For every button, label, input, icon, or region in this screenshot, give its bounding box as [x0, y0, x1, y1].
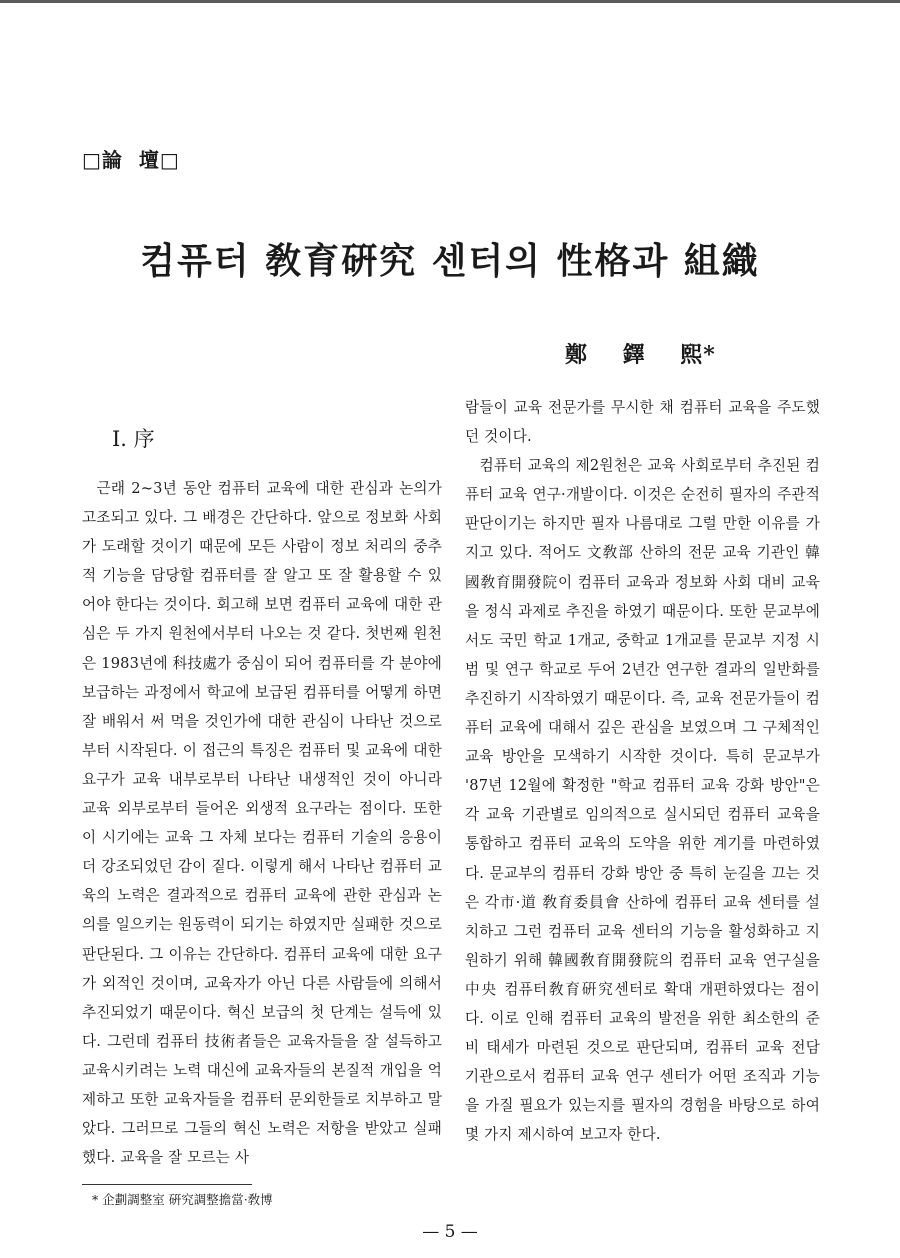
top-border-rule: [0, 0, 900, 3]
body-paragraph: 근래 2~3년 동안 컴퓨터 교육에 대한 관심과 논의가 고조되고 있다. 그 배경은 간단하다. 앞으로 정보화 사회가 도래할 것이기 때문에 모든 사람이 정보 처리의 중추적 기능을 담당할 컴퓨터를 잘 알고 또 잘 활용할 수 있어야 한다는 것이다. 회고해 보면 컴퓨터 교육에 대한 관심은 두 가지 원천에서부터 나오는 것 같다. 첫번째 원천은 1983년에 科技處가 중심이 되어 컴퓨터를 각 분야에 보급하는 과정에서 학교에 보급된 컴퓨터를 어떻게 하면 잘 배워서 써 먹을 것인가에 대한 관심이 나타난 것으로부터 시작된다. 이 접근의 특징은 컴퓨터 및 교육에 대한 요구가 교육 내부로부터 나타난 내생적인 것이 아니라 교육 외부로부터 들어온 외생적 요구라는 점이다. 또한 이 시기에는 교육 그 자체 보다는 컴퓨터 기술의 응용이 더 강조되었던 감이 짙다. 이렇게 해서 나타난 컴퓨터 교육의 노력은 결과적으로 컴퓨터 교육에 관한 관심과 논의를 일으키는 원동력이 되기는 하였지만 실패한 것으로 판단된다. 그 이유는 간단하다. 컴퓨터 교육에 대한 요구가 외적인 것이며, 교육자가 아닌 다른 사람들에 의해서 추진되었기 때문이다. 혁신 보급의 첫 단계는 설득에 있다. 그런데 컴퓨터 技術者들은 교육자들을 잘 설득하고 교육시키려는 노력 대신에 교육자들의 본질적 개입을 억제하고 또한 교육자들을 컴퓨터 문외한들로 치부하고 말았다. 그러므로 그들의 혁신 노력은 저항을 받았고 실패했다. 교육을 잘 모르는 사: [82, 480, 442, 1167]
author-footnote: * 企劃調整室 硏究調整擔當·敎博: [92, 1192, 273, 1207]
section-heading: Ⅰ. 序: [112, 427, 155, 451]
page-number: — 5 —: [422, 1222, 478, 1242]
footnote-divider: [82, 1184, 252, 1185]
left-column: [82, 474, 442, 1172]
body-paragraph: 람들이 교육 전문가를 무시한 채 컴퓨터 교육을 주도했던 것이다.: [465, 399, 820, 446]
body-paragraph: 컴퓨터 교육의 제2원천은 교육 사회로부터 추진된 컴퓨터 교육 연구·개발이다. 이것은 순전히 필자의 주관적 판단이기는 하지만 필자 나름대로 그럴 만한 이유를 가지고 있다. 적어도 文敎部 산하의 전문 교육 기관인 韓國敎育開發院이 컴퓨터 교육과 정보화 사회 대비 교육을 정식 과제로 추진을 하였기 때문이다. 또한 문교부에서도 국민 학교 1개교, 중학교 1개교를 문교부 지정 시범 및 연구 학교로 두어 2년간 연구한 결과의 일반화를 추진하기 시작하였기 때문이다. 즉, 교육 전문가들이 컴퓨터 교육에 대해서 깊은 관심을 보였으며 그 구체적인 교육 방안을 모색하기 시작한 것이다. 특히 문교부가 '87년 12월에 확정한 "학교 컴퓨터 교육 강화 방안"은 각 교육 기관별로 임의적으로 실시되던 컴퓨터 교육을 통합하고 컴퓨터 교육의 도약을 위한 계기를 마련하였다. 문교부의 컴퓨터 강화 방안 중 특히 눈길을 끄는 것은 각市·道 敎育委員會 산하에 컴퓨터 교육 센터를 설치하고 그런 컴퓨터 교육 센터의 기능을 활성화하고 지원하기 위해 韓國敎育開發院의 컴퓨터 교육 연구실을 中央 컴퓨터敎育硏究센터로 확대 개편하였다는 점이다. 이로 인해 컴퓨터 교육의 발전을 위한 최소한의 준비 태세가 마련된 것으로 판단되며, 컴퓨터 교육 전담 기관으로서 컴퓨터 교육 연구 센터가 어떤 조직과 기능을 가질 필요가 있는지를 필자의 경험을 바탕으로 하여 몇 가지 제시하여 보고자 한다.: [465, 457, 820, 1144]
section-label: □論 壇□: [82, 148, 180, 172]
right-column: [465, 393, 820, 1149]
author-name: 鄭 鐸 熙*: [565, 342, 716, 368]
article-title: 컴퓨터 敎育硏究 센터의 性格과 組織: [140, 240, 760, 282]
